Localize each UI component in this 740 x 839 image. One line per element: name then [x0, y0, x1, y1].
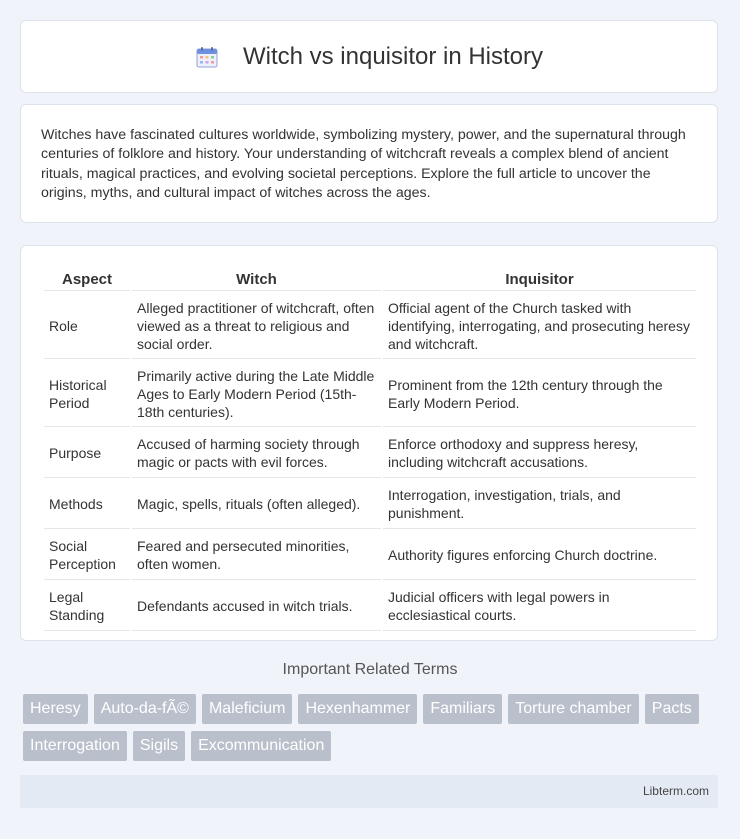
footer	[20, 775, 718, 808]
cell-aspect: Role	[44, 293, 130, 359]
cell-witch: Alleged practitioner of witchcraft, often viewed as a threat to religious and social order.	[132, 293, 381, 359]
cell-aspect: Historical Period	[44, 361, 130, 427]
comparison-card	[20, 245, 718, 641]
term-tag[interactable]: Pacts	[645, 694, 699, 724]
term-tag[interactable]: Maleficium	[202, 694, 292, 724]
cell-inquisitor: Official agent of the Church tasked with identifying, interrogating, and prosecuting heresy and witchcraft.	[383, 293, 696, 359]
related-terms-list	[23, 694, 723, 768]
header-witch: Witch	[132, 268, 381, 291]
cell-inquisitor: Authority figures enforcing Church doctrine.	[383, 531, 696, 580]
table-row	[44, 293, 696, 359]
footer-site-link[interactable]: Libterm.com	[642, 784, 709, 798]
table-row	[44, 531, 696, 580]
header-aspect: Aspect	[44, 268, 130, 291]
term-tag[interactable]: Auto-da-fÃ©	[94, 694, 196, 724]
term-tag[interactable]: Sigils	[133, 731, 185, 761]
page-title: Witch vs inquisitor in History	[242, 42, 544, 70]
cell-witch: Defendants accused in witch trials.	[132, 582, 381, 631]
table-row	[44, 480, 696, 529]
cell-inquisitor: Enforce orthodoxy and suppress heresy, including witchcraft accusations.	[383, 429, 696, 478]
header	[21, 21, 717, 92]
cell-witch: Magic, spells, rituals (often alleged).	[132, 480, 381, 529]
table-header-row	[44, 268, 696, 291]
cell-witch: Primarily active during the Late Middle Ages to Early Modern Period (15th-18th centuries).	[132, 361, 381, 427]
term-tag[interactable]: Heresy	[23, 694, 88, 724]
cell-inquisitor: Judicial officers with legal powers in ecclesiastical courts.	[383, 582, 696, 631]
cell-inquisitor: Interrogation, investigation, trials, and punishment.	[383, 480, 696, 529]
calendar-icon	[195, 45, 219, 69]
cell-aspect: Methods	[44, 480, 130, 529]
comparison-table	[42, 266, 698, 633]
cell-aspect: Purpose	[44, 429, 130, 478]
header-card	[20, 20, 718, 93]
term-tag[interactable]: Familiars	[423, 694, 502, 724]
header-inquisitor: Inquisitor	[383, 268, 696, 291]
intro-card	[20, 104, 718, 223]
cell-inquisitor: Prominent from the 12th century through the Early Modern Period.	[383, 361, 696, 427]
intro-text: Witches have fascinated cultures worldwide, symbolizing mystery, power, and the supernatural through centuries of folklore and history. Your understanding of witchcraft reveals a complex blend of ancient rituals, magical practices, and evolving societal perceptions. Explore the full article to uncover the origins, myths, and cultural impact of witches across the ages.	[41, 127, 686, 201]
term-tag[interactable]: Excommunication	[191, 731, 331, 761]
table-row	[44, 429, 696, 478]
cell-aspect: Social Perception	[44, 531, 130, 580]
cell-witch: Accused of harming society through magic or pacts with evil forces.	[132, 429, 381, 478]
related-terms-title: Important Related Terms	[282, 661, 458, 678]
table-row	[44, 582, 696, 631]
cell-witch: Feared and persecuted minorities, often women.	[132, 531, 381, 580]
term-tag[interactable]: Hexenhammer	[298, 694, 417, 724]
table-row	[44, 361, 696, 427]
cell-aspect: Legal Standing	[44, 582, 130, 631]
term-tag[interactable]: Interrogation	[23, 731, 127, 761]
term-tag[interactable]: Torture chamber	[508, 694, 639, 724]
